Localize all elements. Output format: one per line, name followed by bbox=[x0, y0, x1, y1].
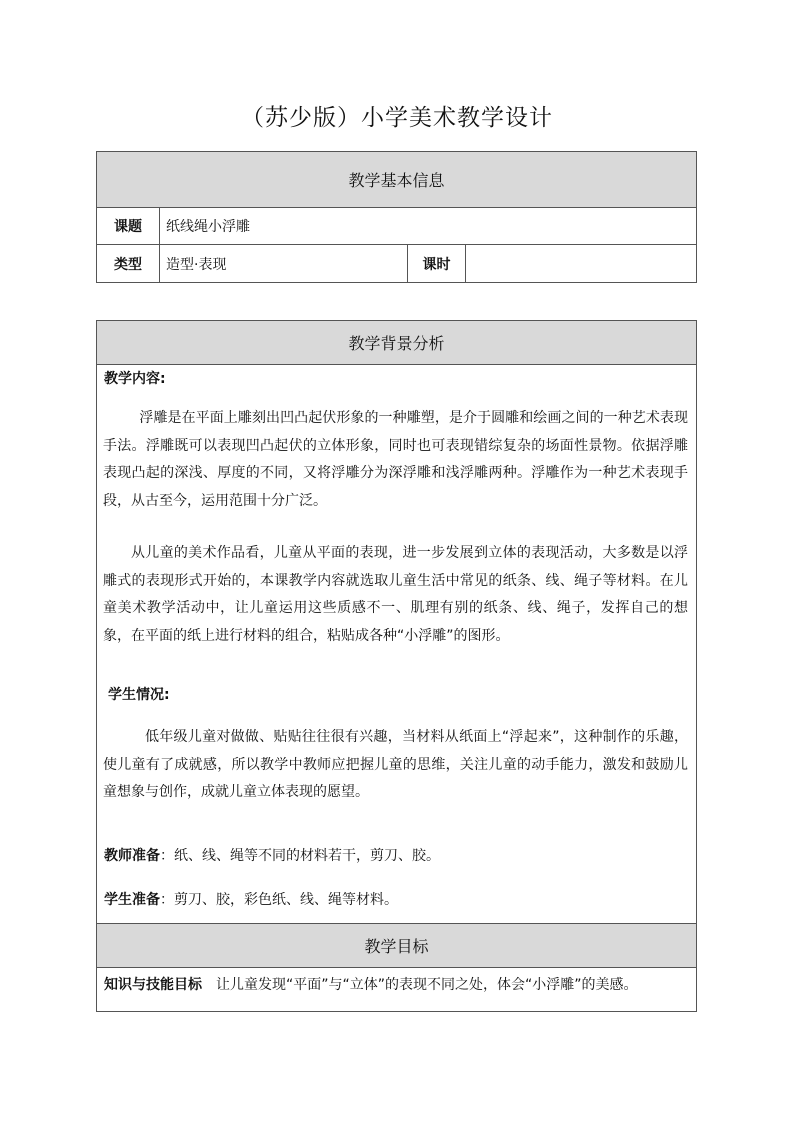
content-label: 教学内容: bbox=[104, 371, 166, 387]
basic-info-table bbox=[96, 151, 697, 283]
knowledge-goal bbox=[104, 974, 638, 994]
teacher-prep-text: ：纸、线、绳等不同的材料若干，剪刀、胶。 bbox=[160, 848, 440, 864]
analysis-heading: 教学背景分析 bbox=[97, 321, 696, 365]
basic-info-heading: 教学基本信息 bbox=[97, 152, 696, 208]
knowledge-goal-text: 让儿童发现“平面”与“立体”的表现不同之处，体会“小浮雕”的美感。 bbox=[216, 977, 638, 993]
type-label: 类型 bbox=[114, 256, 142, 273]
pupil-prep-text: ：剪刀、胶，彩色纸、线、绳等材料。 bbox=[160, 892, 398, 908]
topic-value: 纸线绳小浮雕 bbox=[159, 208, 696, 244]
period-label: 课时 bbox=[407, 245, 465, 282]
student-paragraph: 低年级儿童对做做、贴贴往往很有兴趣，当材料从纸面上“浮起来”，这种制作的乐趣，使儿童有了成就感，所以教学中教师应把握儿童的思维，关注儿童的动手能力，激发和鼓励儿童想象与创作，成就儿童立体表现的愿望。 bbox=[103, 729, 688, 800]
goals-heading: 教学目标 bbox=[97, 923, 696, 968]
pupil-prep-label: 学生准备 bbox=[104, 892, 160, 908]
content-paragraph-2: 从儿童的美术作品看，儿童从平面的表现，进一步发展到立体的表现活动，大多数是以浮雕式的表现形式开始的，本课教学内容就选取儿童生活中常见的纸条、线、绳子等材料。在儿童美术教学活动中，让儿童运用这些质感不一、肌理有别的纸条、线、绳子，发挥自己的想象，在平面的纸上进行材料的组合，粘贴成各种“小浮雕”的图形。 bbox=[103, 545, 688, 644]
topic-row bbox=[97, 208, 696, 245]
knowledge-goal-label: 知识与技能目标 bbox=[104, 977, 202, 993]
document-title: （苏少版）小学美术教学设计 bbox=[241, 105, 553, 131]
type-row bbox=[97, 245, 696, 282]
teacher-prep-label: 教师准备 bbox=[104, 848, 160, 864]
content-paragraph-1: 浮雕是在平面上雕刻出凹凸起伏形象的一种雕塑，是介于圆雕和绘画之间的一种艺术表现手法。浮雕既可以表现凹凸起伏的立体形象，同时也可表现错综复杂的场面性景物。依据浮雕表现凸起的深浅、厚度的不同，又将浮雕分为深浮雕和浅浮雕两种。浮雕作为一种艺术表现手段，从古至今，运用范围十分广泛。 bbox=[103, 410, 688, 509]
period-value bbox=[465, 245, 696, 282]
topic-label: 课题 bbox=[114, 219, 142, 235]
teacher-prep bbox=[104, 845, 440, 865]
type-value: 造型·表现 bbox=[159, 245, 407, 282]
pupil-prep bbox=[104, 889, 398, 909]
student-label: 学生情况: bbox=[108, 687, 170, 703]
